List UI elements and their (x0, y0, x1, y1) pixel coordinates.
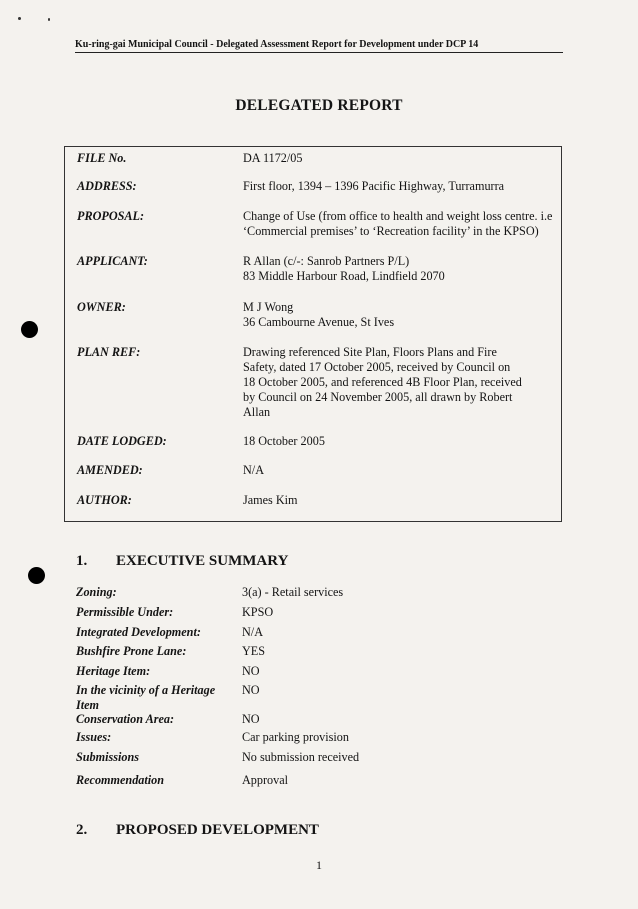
detail-value (243, 300, 543, 330)
detail-line: R Allan (c/-: Sanrob Partners P/L) (243, 254, 410, 268)
detail-value (243, 493, 543, 508)
section-number: 1. (76, 553, 88, 569)
summary-label: Zoning: (76, 585, 117, 599)
detail-label: FILE No. (77, 151, 127, 165)
detail-label: PROPOSAL: (77, 209, 145, 223)
detail-line: 36 Cambourne Avenue, St Ives (243, 315, 395, 329)
detail-value (243, 463, 543, 478)
summary-value: Car parking provision (242, 730, 349, 744)
detail-line: DA 1172/05 (243, 151, 303, 165)
detail-line: M J Wong (243, 300, 294, 314)
scan-speck (48, 18, 50, 21)
detail-line: Safety, dated 17 October 2005, received by Council on (243, 360, 511, 374)
section-number: 2. (76, 822, 88, 838)
summary-value: NO (242, 683, 260, 697)
detail-label: AUTHOR: (77, 493, 132, 507)
detail-value (243, 209, 553, 239)
detail-label: ADDRESS: (77, 179, 137, 193)
summary-value: KPSO (242, 605, 274, 619)
detail-value (243, 345, 543, 420)
summary-label: Permissible Under: (76, 605, 174, 619)
detail-label: OWNER: (77, 300, 126, 314)
summary-value: Approval (242, 773, 289, 787)
detail-label: APPLICANT: (77, 254, 148, 268)
detail-line: ‘Commercial premises’ to ‘Recreation facility’ in the KPSO) (243, 224, 539, 238)
document-title: DELEGATED REPORT (235, 97, 403, 114)
summary-value: No submission received (242, 750, 360, 764)
summary-label: In the vicinity of a Heritage Item (76, 683, 216, 712)
scan-speck (18, 17, 21, 20)
summary-label: Submissions (76, 750, 140, 764)
detail-label: AMENDED: (77, 463, 143, 477)
summary-label: Issues: (76, 730, 112, 744)
detail-value (243, 254, 543, 284)
section-heading-proposed-development (76, 822, 319, 839)
summary-value: NO (242, 664, 260, 678)
detail-value (243, 179, 543, 194)
detail-line: James Kim (243, 493, 298, 507)
summary-value: 3(a) - Retail services (242, 585, 344, 599)
detail-line: Drawing referenced Site Plan, Floors Plans and Fire (243, 345, 497, 359)
detail-line: 83 Middle Harbour Road, Lindfield 2070 (243, 269, 445, 283)
detail-label: PLAN REF: (77, 345, 141, 359)
detail-line: 18 October 2005, and referenced 4B Floor Plan, received (243, 375, 522, 389)
running-header: Ku-ring-gai Municipal Council - Delegated Assessment Report for Development under DCP 14 (75, 39, 563, 53)
detail-line: Change of Use (from office to health and weight loss centre. i.e (243, 209, 553, 223)
page-number: 1 (316, 858, 322, 872)
punch-hole (28, 567, 45, 584)
summary-label: Recommendation (76, 773, 165, 787)
summary-label: Heritage Item: (76, 664, 151, 678)
summary-label: Bushfire Prone Lane: (76, 644, 187, 658)
punch-hole (21, 321, 38, 338)
summary-value: N/A (242, 625, 263, 639)
summary-value: NO (242, 712, 260, 726)
section-title: EXECUTIVE SUMMARY (116, 553, 289, 569)
summary-label: Conservation Area: (76, 712, 175, 726)
detail-line: Allan (243, 405, 271, 419)
detail-value (243, 434, 543, 449)
summary-value: YES (242, 644, 266, 658)
detail-value (243, 151, 543, 166)
detail-line: by Council on 24 November 2005, all drawn by Robert (243, 390, 513, 404)
section-heading-executive-summary (76, 553, 288, 570)
report-details-box (64, 146, 562, 522)
detail-line: N/A (243, 463, 264, 477)
summary-label: Integrated Development: (76, 625, 201, 639)
detail-label: DATE LODGED: (77, 434, 167, 448)
detail-line: 18 October 2005 (243, 434, 325, 448)
detail-line: First floor, 1394 – 1396 Pacific Highway, Turramurra (243, 179, 505, 193)
section-title: PROPOSED DEVELOPMENT (116, 822, 319, 838)
